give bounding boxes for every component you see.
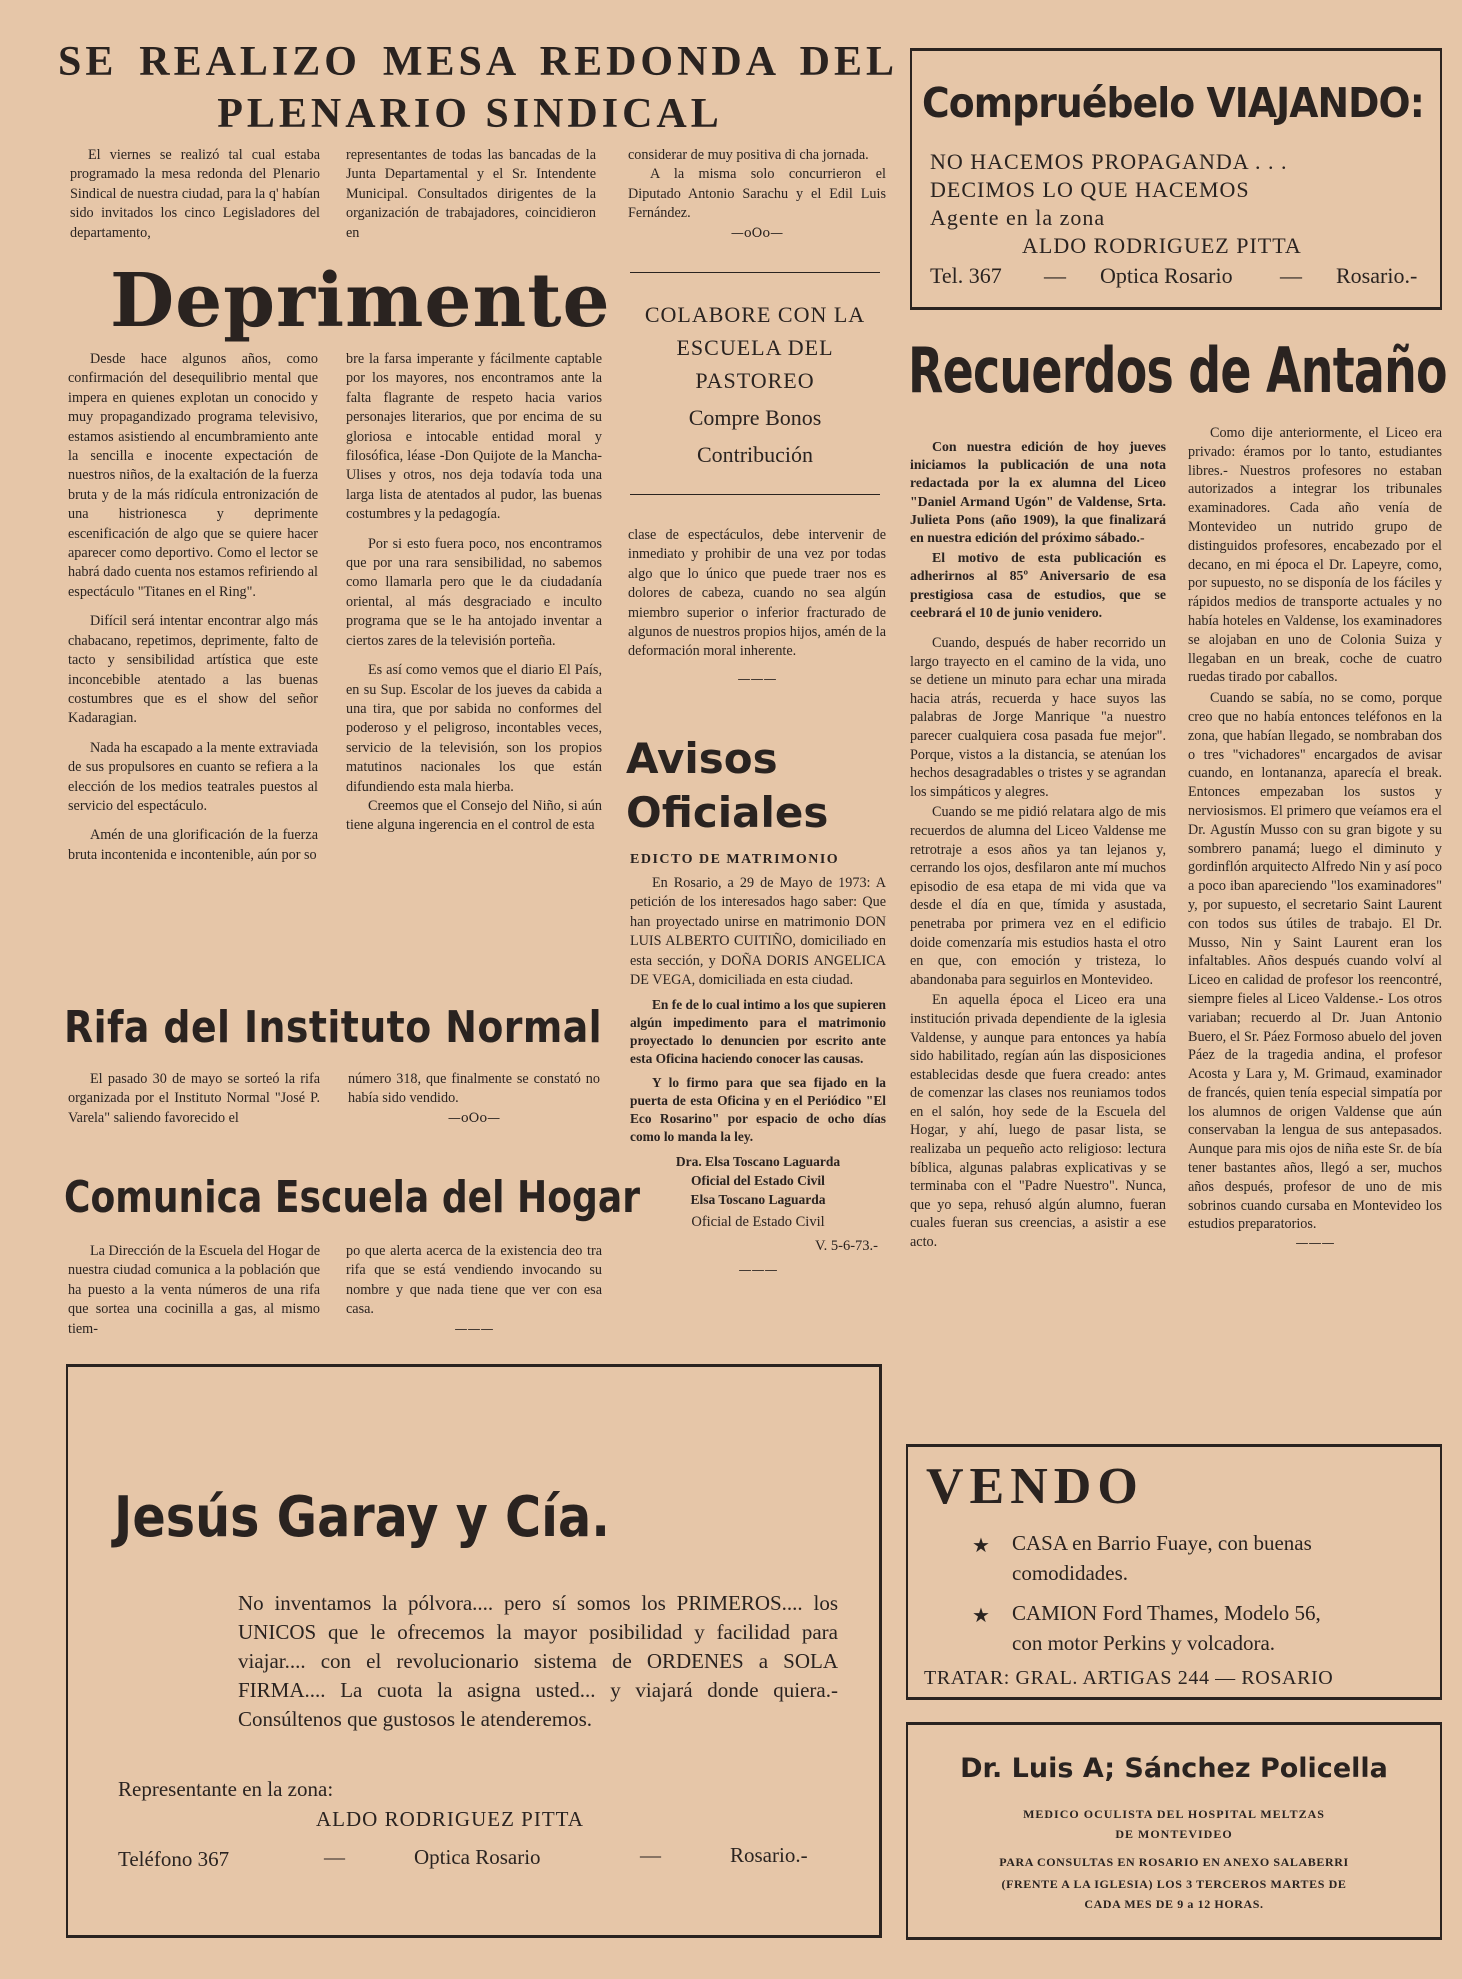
compruebelo-line4: ALDO RODRIGUEZ PITTA bbox=[1022, 233, 1302, 258]
deprimente-p6: Por si esto fuera poco, nos encontramos que por una rara sensibilidad, no sabemos como llamarla pero que le da ciudadanía oriental, al más desgraciado e inculto programa que se le ha antojado inventar a ciertos zares de la televisión porteña. bbox=[346, 535, 602, 649]
comunica-text-1: La Dirección de la Escuela del Hogar de nuestra ciudad comunica a la población que ha puesto a la venta números de una rifa que sortea una cocinilla a gas, al mismo tiem- bbox=[68, 1243, 320, 1337]
mesa-col-1 bbox=[70, 146, 320, 253]
doctor-line2: DE MONTEVIDEO bbox=[1115, 1827, 1233, 1841]
colabore-rule-bottom bbox=[630, 494, 880, 495]
recuerdos-body-2: Cuando se me pidió relatara algo de mis recuerdos de alumna del Liceo Valdense me retrotraje a esos años ya tan lejanos y, cerrando los ojos, desfilaron ante mí muchos episodio de esa etapa de mi vida que va desde el día en que, tímida y asustada, penetraba por primera vez en el edificio doide comenzaría mis estudios hasta el otro en que, con emoción y tristeza, lo abandonaba para seguirlos en Montevideo. bbox=[910, 804, 1166, 988]
rifa-title: Rifa del Instituto Normal bbox=[64, 1002, 603, 1053]
deprimente-p9: clase de espectáculos, debe intervenir de inmediato y prohibir de una vez por todas algo que lo único que puede traer nos es dolores de cabeza, cuando no sea algún miembro superior o inferior fracturado de algunos de nuestros propios hijos, amén de la deformación moral inherente. bbox=[628, 527, 886, 660]
rifa-text-1: El pasado 30 de mayo se sorteó la rifa organizada por el Instituto Normal "José P. Varela" saliendo favorecido el bbox=[68, 1071, 320, 1126]
vendo-title: VENDO bbox=[926, 1458, 1144, 1515]
recuerdos-body-3: En aquella época el Liceo era una institución privada dependiente de la iglesia Valdense, y aunque para entonces ya había sido habilitado, regían aún las disposiciones establecidas desde que fuera creado: antes de comenzar las clases nos reuniamos todos en el salón, hoy sede de la Escuela del Hogar, y ahí, luego de pasar lista, se realizaba un pequeño acto religioso: lectura bíblica, algunas palabras explicativas y se terminaba con el "Padre Nuestro". Nunca, que yo sepa, rehusó algún alumno, fueran cuales fueran sus creencias, a asistir a ese acto. bbox=[910, 992, 1166, 1251]
vendo-item2b: con motor Perkins y volcadora. bbox=[1012, 1631, 1276, 1655]
rifa-col-1 bbox=[68, 1070, 320, 1138]
colabore-line2: ESCUELA DEL bbox=[676, 335, 834, 360]
mesa-text-1: El viernes se realizó tal cual estaba programado la mesa redonda del Plenario Sindical de nuestra ciudad, para la q' habían sido invitados los cinco Legisladores del departamento, bbox=[70, 147, 320, 241]
doctor-line3: PARA CONSULTAS EN ROSARIO EN ANEXO SALABERRI bbox=[999, 1855, 1349, 1869]
garay-ad bbox=[66, 1364, 882, 1938]
doctor-line4: (FRENTE A LA IGLESIA) LOS 3 TERCEROS MARTES DE bbox=[1001, 1877, 1347, 1891]
deprimente-title: Deprimente bbox=[110, 258, 611, 344]
avisos-title-1: Avisos bbox=[626, 734, 778, 783]
recuerdos-body-5: Cuando se sabía, no se como, porque creo que no había entonces teléfonos en la zona, que habían llegado, se nombraban dos o tres "vichadores" encargados de avisar cuando, en lontananza, aparecía el break. Entonces empezaban los sustos y nerviosismos. El primero que veíamos era el Dr. Agustín Musso con su gran bigote y su sombrero panamá; luego el diminuto y gordinflón arquitecto Alfredo Nin y así poco a poco iban apareciendo "los examinadores" y, por supuesto, el secretario Saint Laurent con todos sus útiles de trabajo. El Dr. Musso, Nin y Saint Laurent eran los infaltables. Años después cuando volví al Liceo en calidad de profesor los reencontré, siempre fieles al Liceo Valdense.- Los otros variaban; recuerdo al Dr. Juan Antonio Buero, el Sr. Páez Formoso abuelo del joven Páez de la tragedia andina, el profesor Acosta y Lara y, M. Grimaud, examinador de francés, quien tenía especial simpatía por los alumnos de origen Valdense que aún conservaban la lengua de sus antepasados. Aunque para mis ojos de niña este Sr. de bía tener bastantes años, llegó a ser, muchos años después, profesor de uno de mis sobrinos cuando cursaba en Montevideo los estudios preparatorios. bbox=[1188, 690, 1442, 1233]
mesa-end-mark: —oOo— bbox=[730, 225, 784, 241]
avisos-end-mark: ——— bbox=[738, 1263, 778, 1279]
deprimente-p5: bre la farsa imperante y fácilmente captable por los mayores, nos encontramos ante la falta flagrante de respeto hacia varios personajes literarios, que por encima de su gloriosa e intocable entidad moral y filosófica, léase -Don Quijote de la Mancha- Ulises y otros, nos deja todavía toda una larga lista de atentados al pudor, las buenas costumbres y la pedagogía. bbox=[346, 351, 602, 523]
comunica-col-2 bbox=[346, 1242, 602, 1345]
colabore-line1: COLABORE CON LA bbox=[644, 302, 866, 327]
compruebelo-dash-1: — bbox=[1044, 263, 1066, 288]
vendo-item1a: CASA en Barrio Fuaye, con buenas bbox=[1012, 1531, 1312, 1555]
avisos-sig-2: Oficial del Estado Civil bbox=[691, 1173, 825, 1189]
avisos-sig-1: Dra. Elsa Toscano Laguarda bbox=[675, 1154, 841, 1170]
compruebelo-tel: Tel. 367 bbox=[930, 263, 1002, 288]
deprimente-col-3 bbox=[628, 526, 886, 695]
mesa-title-line2: PLENARIO SINDICAL bbox=[217, 91, 723, 137]
comunica-end-mark: ——— bbox=[454, 1321, 494, 1337]
mesa-text-2: representantes de todas las bancadas de la Junta Departamental y el Sr. Intendente Municipal. Consultados dirigentes de la organización de trabajadores, coincidieron en bbox=[346, 147, 596, 241]
recuerdos-col-2 bbox=[1188, 424, 1442, 1259]
garay-dash-2: — bbox=[640, 1843, 661, 1867]
compruebelo-ad bbox=[910, 48, 1442, 310]
deprimente-p1: Desde hace algunos años, como confirmación del desequilibrio mental que impera en quienes explotan un conocido y muy propagandizado programa televisivo, estamos asistiendo al encumbramiento ante la sencilla e inocente expectación de nuestros niños, de la exaltación de la fuerza bruta y de la más ridícula entronización de una histrionesca y deprimente escenificación de algo que se quiere hacer aparecer como deportivo. Como el lector se habrá dado cuenta nos estamos refiriendo al espectáculo "Titanes en el Ring". bbox=[68, 351, 318, 600]
compruebelo-title: Compruébelo VIAJANDO: bbox=[922, 79, 1424, 127]
vendo-item1b: comodidades. bbox=[1012, 1561, 1129, 1585]
avisos-p3: Y lo firmo para que sea fijado en la puerta de esta Oficina y en el Periódico "El Eco Rosarino" por espacio de ocho días como lo manda la ley. bbox=[630, 1075, 886, 1145]
garay-rep-name: ALDO RODRIGUEZ PITTA bbox=[316, 1807, 584, 1831]
deprimente-col-1 bbox=[68, 350, 318, 875]
avisos-subtitle: EDICTO DE MATRIMONIO bbox=[630, 852, 840, 867]
avisos-signature bbox=[630, 1152, 886, 1232]
deprimente-p3: Nada ha escapado a la mente extraviada de sus propulsores en cuanto se refiera a la elección de los medios teatrales puestos al servicio del espectáculo. bbox=[68, 739, 318, 814]
mesa-text-3b: A la misma solo concurrieron el Diputado Antonio Sarachu y el Edil Luis Fernández. bbox=[628, 166, 886, 222]
recuerdos-body-4: Como dije anteriormente, el Liceo era privado: éramos por lo tanto, estudiantes libres.- Nuestros profesores no estaban autorizados a integrar los tribunales examinadores. Cada año venía de Montevideo un nutrido grupo de distinguidos profesores, encabezado por el decano, en mi época el Dr. Lapeyre, como, por supuesto, no se disponía de los fáciles y rápidos medios de transporte actuales y no había hoteles en Valdense, los examinadores se alojaban en uno de Colonia Suiza y llegaban en un break, coche de cuatro ruedas tirado por caballos. bbox=[1188, 425, 1442, 686]
vendo-star-2: ★ bbox=[972, 1605, 990, 1627]
vendo-contact: TRATAR: GRAL. ARTIGAS 244 — ROSARIO bbox=[924, 1667, 1334, 1689]
avisos-p1: En Rosario, a 29 de Mayo de 1973: A petición de los interesados hago saber: Que han proyectado unirse en matrimonio DON LUIS ALBERTO CUITIÑO, domiciliado en esta sección, y DOÑA DORIS ANGELICA DE VEGA, domiciliada en esta ciudad. bbox=[630, 875, 886, 989]
avisos-date: V. 5-6-73.- bbox=[815, 1238, 878, 1255]
mesa-col-3 bbox=[628, 146, 886, 249]
avisos-p2: En fe de lo cual intimo a los que supieren algún impedimento para el matrimonio proyectado lo denuncien por escrito ante esta Oficina haciendo conocer las causas. bbox=[630, 997, 886, 1067]
garay-dash-1: — bbox=[324, 1845, 345, 1869]
colabore-rule-top bbox=[630, 272, 880, 273]
vendo-item2a: CAMION Ford Thames, Modelo 56, bbox=[1012, 1601, 1321, 1625]
colabore-line3: PASTOREO bbox=[695, 368, 815, 393]
garay-tel: Teléfono 367 bbox=[118, 1847, 230, 1871]
rifa-col-2 bbox=[348, 1070, 600, 1134]
doctor-line1: MEDICO OCULISTA DEL HOSPITAL MELTZAS bbox=[1023, 1807, 1325, 1821]
mesa-col-2 bbox=[346, 146, 596, 253]
deprimente-p2: Difícil será intentar encontrar algo más chabacano, repetimos, deprimente, falto de tacto y sensibilidad artística que este inconcebible atentado a las buenas costumbres que es el show del señor Kadaragian. bbox=[68, 613, 318, 727]
colabore-box bbox=[630, 298, 880, 471]
doctor-name: Dr. Luis A; Sánchez Policella bbox=[960, 1753, 1388, 1784]
garay-title: Jesús Garay y Cía. bbox=[114, 1485, 611, 1550]
rifa-end-mark: —oOo— bbox=[447, 1110, 501, 1126]
garay-optica: Optica Rosario bbox=[414, 1845, 541, 1869]
deprimente-col-2 bbox=[346, 350, 602, 846]
recuerdos-intro-2: El motivo de esta publicación es adherirnos al 85º Aniversario de esa prestigiosa casa de estudios, que se ceebrará el 10 de junio venidero. bbox=[910, 550, 1166, 620]
colabore-line4: Compre Bonos bbox=[688, 405, 822, 430]
mesa-title-line1: SE REALIZO MESA REDONDA DEL bbox=[58, 39, 898, 85]
mesa-text-3: considerar de muy positiva di cha jornada. bbox=[628, 147, 869, 163]
recuerdos-intro-1: Con nuestra edición de hoy jueves iniciamos la publicación de una nota redactada por la ex alumna del Liceo "Daniel Armand Ugón" de Valdense, Srta. Julieta Pons (año 1909), la que finalizará en nuestra edición del próximo sábado.- bbox=[910, 439, 1166, 546]
avisos-sig-3: Elsa Toscano Laguarda bbox=[690, 1192, 826, 1208]
deprimente-p8: Creemos que el Consejo del Niño, si aún tiene alguna ingerencia en el control de esta bbox=[346, 797, 602, 834]
recuerdos-end-mark: ——— bbox=[1295, 1236, 1335, 1252]
garay-rosario: Rosario.- bbox=[730, 1843, 808, 1867]
rifa-text-2: número 318, que finalmente se constató no había sido vendido. bbox=[348, 1071, 600, 1107]
vendo-star-1: ★ bbox=[972, 1535, 990, 1557]
recuerdos-col-1 bbox=[910, 438, 1166, 1254]
vendo-ad bbox=[906, 1444, 1442, 1700]
deprimente-p7: Es así como vemos que el diario El País, en su Sup. Escolar de los jueves da cabida a una tira, que por sabida no conformes del poderoso y el peligroso, incontables veces, servicio de la televisión, son los propios matutinos nacionales los que están difundiendo esta mala hierba. bbox=[346, 662, 602, 795]
deprimente-p4: Amén de una glorificación de la fuerza bruta incontenida e incontenible, aún por so bbox=[68, 827, 318, 863]
doctor-ad bbox=[906, 1722, 1442, 1940]
recuerdos-body-1: Cuando, después de haber recorrido un largo trayecto en el camino de la vida, uno se detiene un minuto para echar una mirada hacia atrás, recuerda y hace suyos las palabras de Jorge Manrique "a nuestro parecer cualquiera cosa pasada fue mejor". Porque, vistos a la distancia, se atenúan los hechos desagradables o tristes y se agrandan los simpáticos y alegres. bbox=[910, 635, 1166, 800]
deprimente-end-mark: ——— bbox=[737, 671, 777, 687]
avisos-body bbox=[630, 852, 886, 1286]
comunica-text-2: po que alerta acerca de la existencia deo tra rifa que se está vendiendo invocando su nombre y que nada tiene que ver con esa casa. bbox=[346, 1243, 602, 1318]
compruebelo-line1: NO HACEMOS PROPAGANDA . . . bbox=[930, 149, 1288, 174]
comunica-col-1 bbox=[68, 1242, 320, 1349]
garay-text: No inventamos la pólvora.... pero sí somos los PRIMEROS.... los UNICOS que le ofrecemos la mayor posibilidad y facilidad para viajar.... con el revolucionario sistema de ORDENES a SOLA FIRMA.... La cuota la asigna usted... y viajará donde quiera.- Consúltenos que gustosos le atenderemos. bbox=[238, 1591, 838, 1731]
recuerdos-title: Recuerdos de Antaño bbox=[908, 334, 1447, 407]
avisos-sig-4: Oficial de Estado Civil bbox=[691, 1214, 825, 1231]
compruebelo-line2: DECIMOS LO QUE HACEMOS bbox=[930, 177, 1250, 202]
doctor-line5: CADA MES DE 9 a 12 HORAS. bbox=[1084, 1897, 1264, 1911]
compruebelo-dash-2: — bbox=[1280, 263, 1302, 288]
colabore-line5: Contribución bbox=[696, 442, 814, 467]
avisos-title-2: Oficiales bbox=[626, 788, 829, 837]
garay-rep-label: Representante en la zona: bbox=[118, 1777, 334, 1801]
compruebelo-rosario: Rosario.- bbox=[1336, 263, 1418, 288]
comunica-title: Comunica Escuela del Hogar bbox=[64, 1172, 641, 1223]
compruebelo-optica: Optica Rosario bbox=[1100, 263, 1233, 288]
compruebelo-line3: Agente en la zona bbox=[930, 205, 1106, 230]
